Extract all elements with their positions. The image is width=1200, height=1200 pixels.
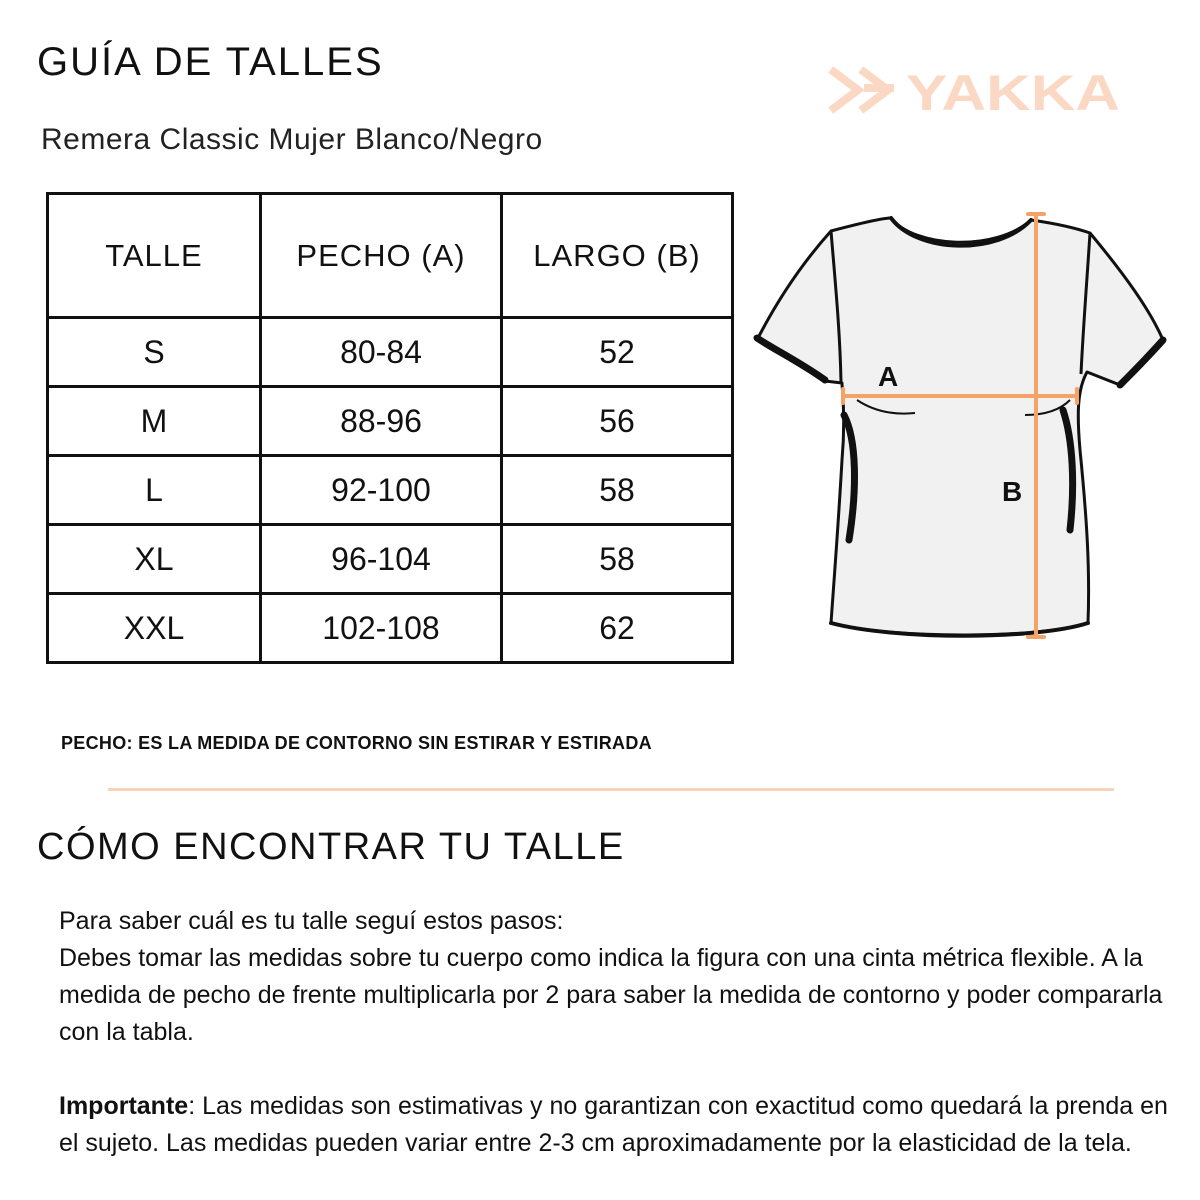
- important-label: Importante: [59, 1092, 189, 1120]
- yakka-logo: [828, 66, 1123, 114]
- logo-text: YAKKA: [906, 66, 1120, 114]
- product-subtitle: Remera Classic Mujer Blanco/Negro: [41, 123, 543, 156]
- important-text: : Las medidas son estimativas y no garantizan con exactitud como quedará la prenda en el sujeto. Las medidas pueden variar entre 2-3 cm aproximadamente por la elasticidad de la tela.: [59, 1092, 1168, 1157]
- paragraph-gap: [59, 1051, 1169, 1088]
- tshirt-diagram: [745, 200, 1185, 660]
- chest-cell: 80-84: [261, 318, 502, 387]
- table-row: [48, 318, 733, 387]
- measure-label-a: A: [878, 361, 899, 392]
- how-to-intro: Para saber cuál es tu talle seguí estos pasos:: [59, 907, 564, 935]
- tshirt-icon: [757, 218, 1163, 636]
- size-cell: XXL: [48, 594, 261, 663]
- length-cell: 52: [502, 318, 733, 387]
- table-header-row: [48, 194, 733, 318]
- column-header-pecho: PECHO (A): [261, 194, 502, 318]
- how-to-instructions: Debes tomar las medidas sobre tu cuerpo como indica la figura con una cinta métrica flexible. A la medida de pecho de frente multiplicarla por 2 para saber la medida de contorno y poder compararla con la tabla.: [59, 944, 1163, 1046]
- size-cell: S: [48, 318, 261, 387]
- length-cell: 62: [502, 594, 733, 663]
- size-cell: M: [48, 387, 261, 456]
- length-cell: 58: [502, 525, 733, 594]
- size-cell: XL: [48, 525, 261, 594]
- section-divider: [108, 788, 1114, 791]
- chest-cell: 88-96: [261, 387, 502, 456]
- size-table: [46, 192, 734, 664]
- table-row: [48, 594, 733, 663]
- measure-label-b: B: [1002, 476, 1023, 507]
- table-row: [48, 387, 733, 456]
- chest-cell: 102-108: [261, 594, 502, 663]
- tshirt-body: [757, 218, 1163, 635]
- table-row: [48, 456, 733, 525]
- length-cell: 58: [502, 456, 733, 525]
- chest-note: PECHO: ES LA MEDIDA DE CONTORNO SIN ESTIRAR Y ESTIRADA: [61, 733, 652, 753]
- chest-cell: 92-100: [261, 456, 502, 525]
- size-cell: L: [48, 456, 261, 525]
- how-to-body: [59, 903, 1169, 1162]
- yakka-logo-icon: [834, 72, 890, 108]
- length-cell: 56: [502, 387, 733, 456]
- page-title: GUÍA DE TALLES: [37, 40, 384, 84]
- how-to-title: CÓMO ENCONTRAR TU TALLE: [37, 826, 625, 868]
- table-row: [48, 525, 733, 594]
- chest-cell: 96-104: [261, 525, 502, 594]
- important-note: [59, 1088, 1169, 1162]
- column-header-largo: LARGO (B): [502, 194, 733, 318]
- column-header-talle: TALLE: [48, 194, 261, 318]
